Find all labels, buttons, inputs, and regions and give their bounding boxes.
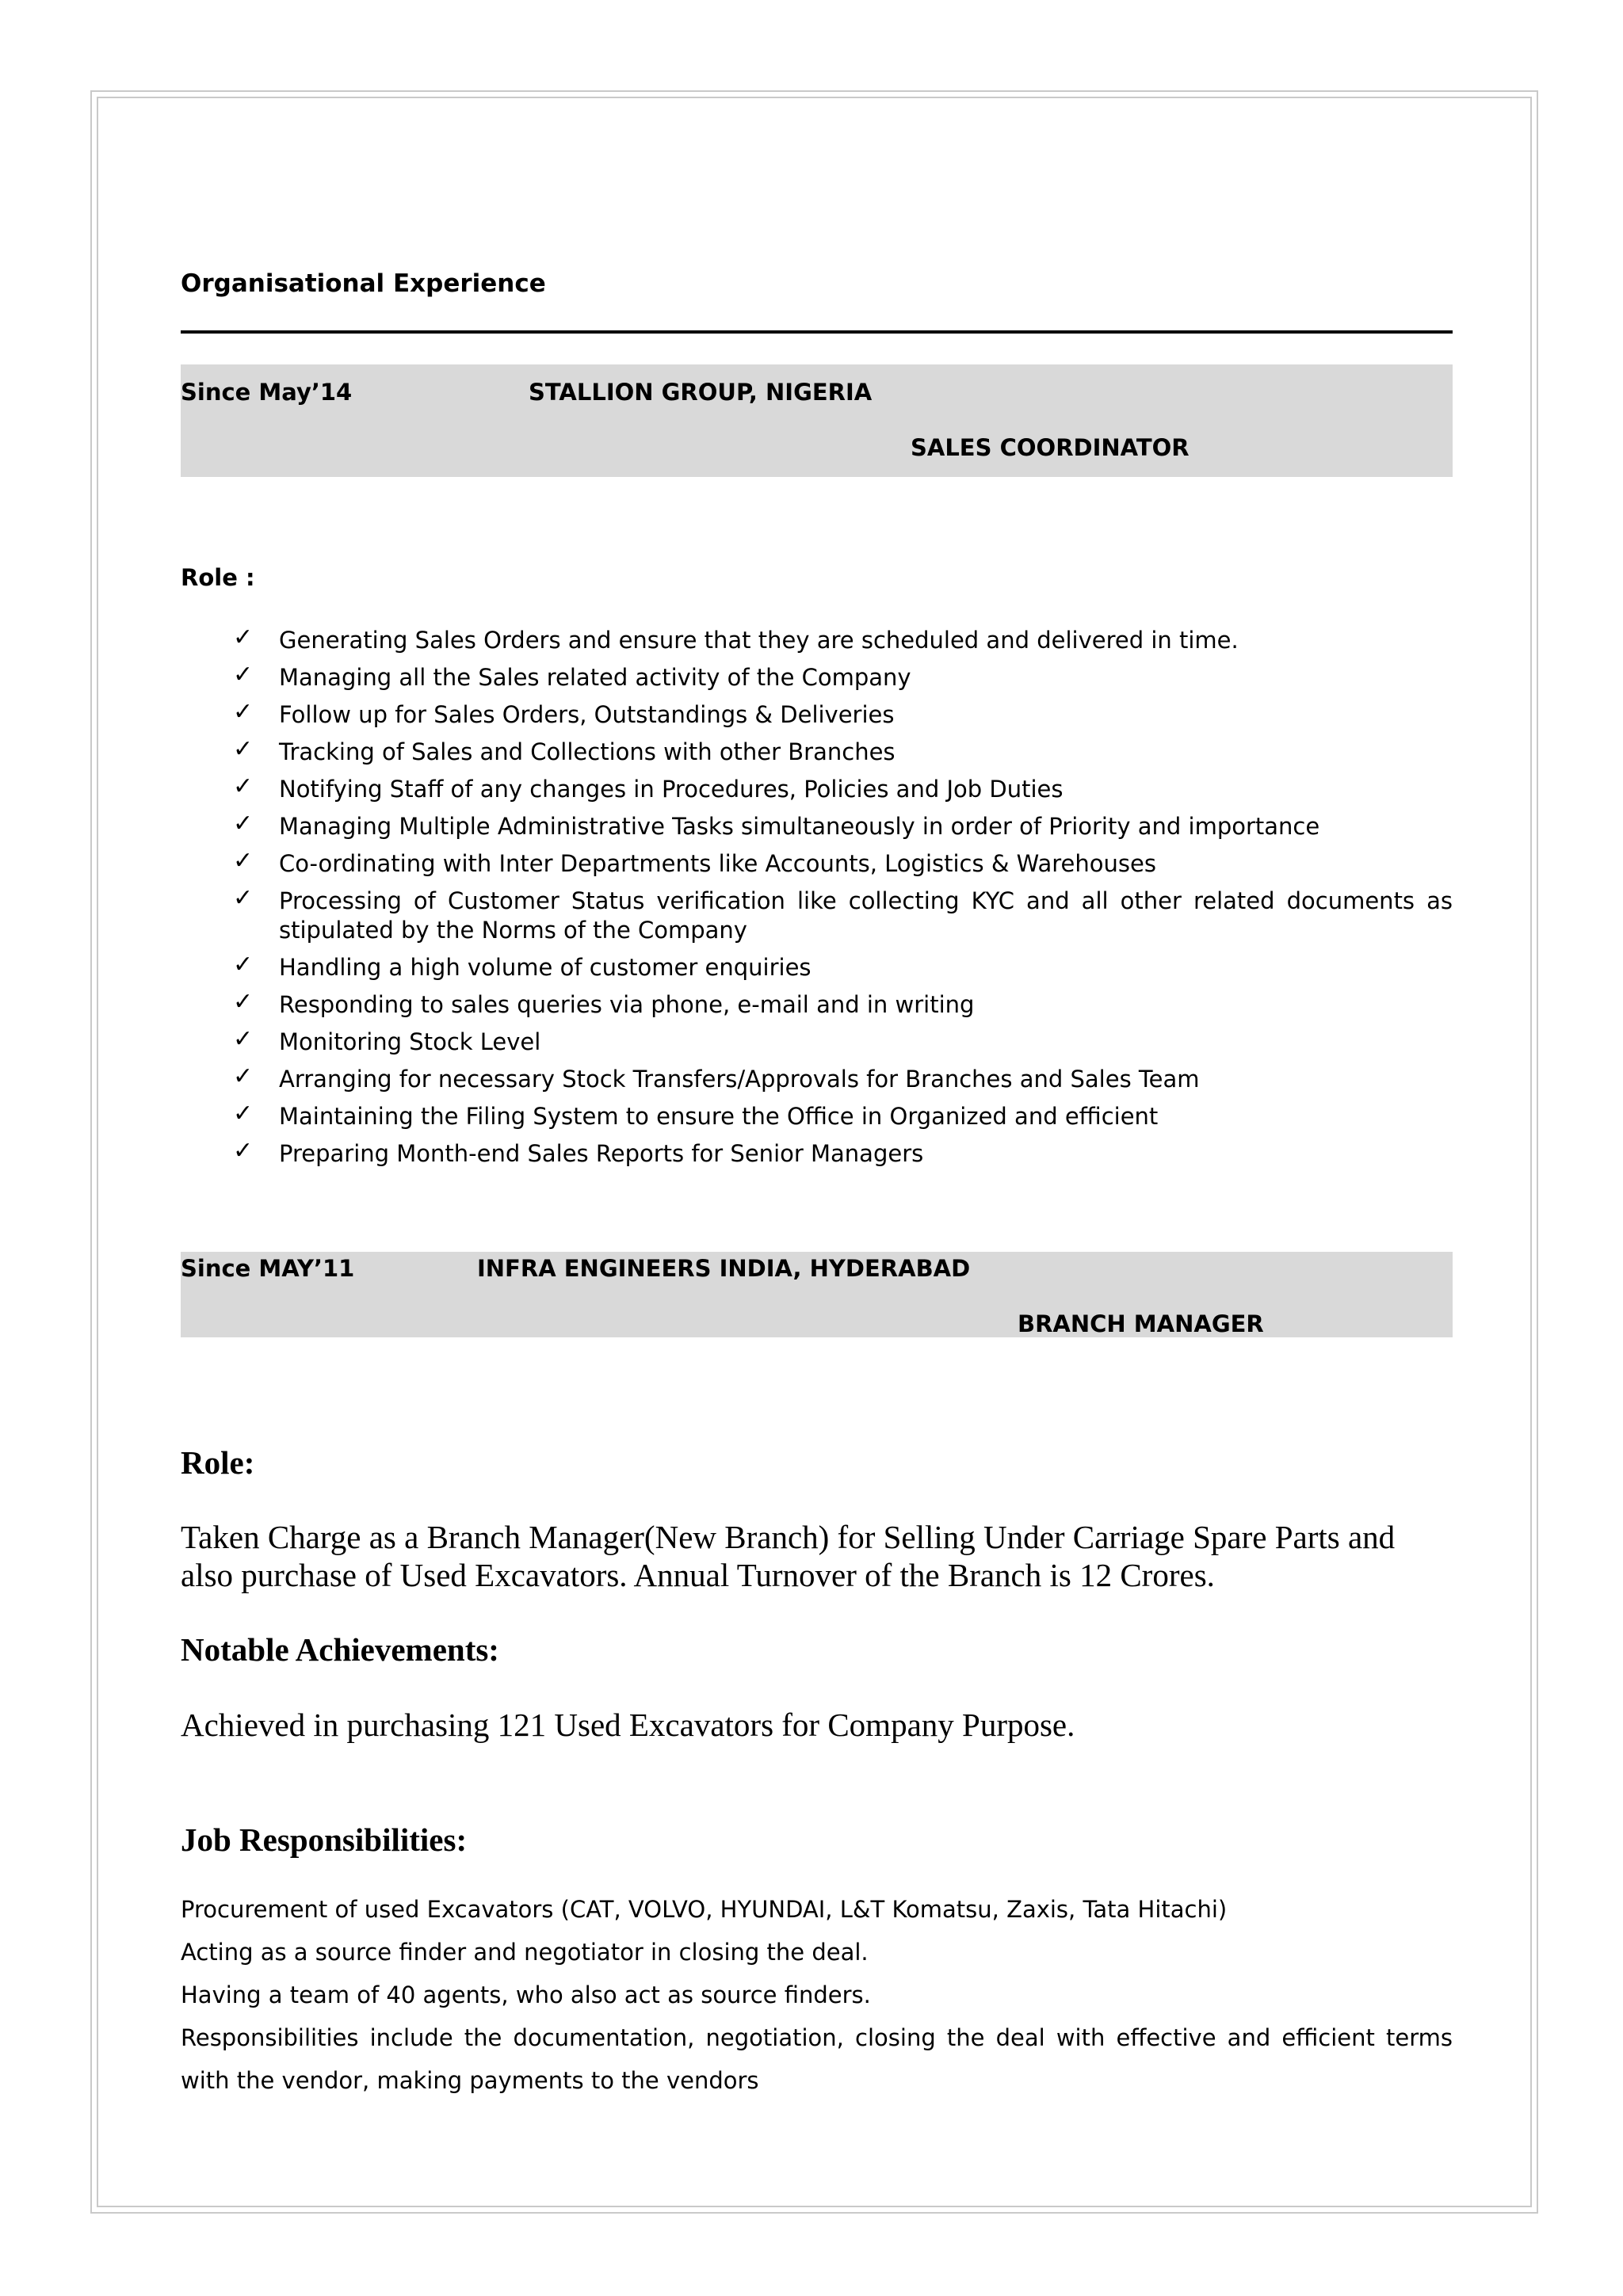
checkmark-icon: ✓ [233, 1100, 254, 1127]
achievements-heading: Notable Achievements: [181, 1631, 499, 1668]
responsibilities-heading: Job Responsibilities: [181, 1821, 468, 1858]
job-designation: SALES COORDINATOR [911, 434, 1190, 461]
list-item: ✓ Generating Sales Orders and ensure that they are scheduled and delivered in time. [233, 624, 1239, 654]
checkmark-icon: ✓ [233, 884, 254, 912]
role-description: Taken Charge as a Branch Manager(New Branch) for Selling Under Carriage Spare Parts and also purchase of Used Excavators. Annual Turnover of the Branch is 12 Crores. [181, 1519, 1396, 1593]
duties-list [181, 626, 1453, 1177]
company-name: INFRA ENGINEERS INDIA, HYDERABAD [477, 1255, 971, 1282]
checkmark-icon: ✓ [233, 847, 254, 875]
list-item: ✓ Monitoring Stock Level [233, 1025, 541, 1055]
list-item: ✓ Maintaining the Filing System to ensure the Office in Organized and efficient [233, 1100, 1159, 1130]
checkmark-icon: ✓ [233, 698, 254, 726]
section-title: Organisational Experience [181, 269, 546, 298]
job-banner-infra [181, 1252, 1453, 1337]
job-period: Since MAY’11 [181, 1255, 355, 1282]
checkmark-icon: ✓ [233, 1025, 254, 1053]
checkmark-icon: ✓ [233, 1137, 254, 1165]
list-item: ✓ Processing of Customer Status verification like collecting KYC and all other related documents as stipulated by the Norms of the Company [233, 884, 1453, 944]
list-item: ✓ Notifying Staff of any changes in Procedures, Policies and Job Duties [233, 772, 1064, 803]
checkmark-icon: ✓ [233, 951, 254, 978]
company-name: STALLION GROUP, NIGERIA [529, 379, 873, 406]
list-item: ✓ Tracking of Sales and Collections with other Branches [233, 735, 896, 765]
list-item: ✓ Co-ordinating with Inter Departments like Accounts, Logistics & Warehouses [233, 847, 1156, 877]
list-item: ✓ Arranging for necessary Stock Transfers/Approvals for Branches and Sales Team [233, 1062, 1200, 1093]
list-item: Procurement of used Excavators (CAT, VOLVO, HYUNDAI, L&T Komatsu, Zaxis, Tata Hitachi) [181, 1896, 1228, 1923]
responsibilities-list [181, 1888, 1453, 2102]
checkmark-icon: ✓ [233, 661, 254, 688]
checkmark-icon: ✓ [233, 810, 254, 837]
achievements-text: Achieved in purchasing 121 Used Excavators for Company Purpose. [181, 1707, 1075, 1743]
checkmark-icon: ✓ [233, 1062, 254, 1090]
list-item: ✓ Responding to sales queries via phone, e-mail and in writing [233, 988, 975, 1018]
role-label: Role : [181, 564, 255, 591]
list-item: ✓ Handling a high volume of customer enquiries [233, 951, 812, 981]
list-item: ✓ Preparing Month-end Sales Reports for Senior Managers [233, 1137, 924, 1167]
checkmark-icon: ✓ [233, 988, 254, 1016]
list-item: Responsibilities include the documentation, negotiation, closing the deal with effective and efficient terms with the vendor, making payments to the vendors [181, 2024, 1453, 2094]
list-item: Having a team of 40 agents, who also act as source finders. [181, 1981, 871, 2008]
role-heading: Role: [181, 1444, 255, 1481]
list-item: ✓ Managing Multiple Administrative Tasks simultaneously in order of Priority and importance [233, 810, 1320, 840]
list-item: Acting as a source finder and negotiator in closing the deal. [181, 1939, 869, 1966]
job-banner-stallion [181, 364, 1453, 477]
checkmark-icon: ✓ [233, 624, 254, 651]
list-item: ✓ Managing all the Sales related activity of the Company [233, 661, 911, 691]
job-period: Since May’14 [181, 379, 353, 406]
checkmark-icon: ✓ [233, 735, 254, 763]
list-item: ✓ Follow up for Sales Orders, Outstandings & Deliveries [233, 698, 895, 728]
checkmark-icon: ✓ [233, 772, 254, 800]
section-divider [181, 330, 1453, 334]
job-designation: BRANCH MANAGER [1018, 1310, 1264, 1337]
